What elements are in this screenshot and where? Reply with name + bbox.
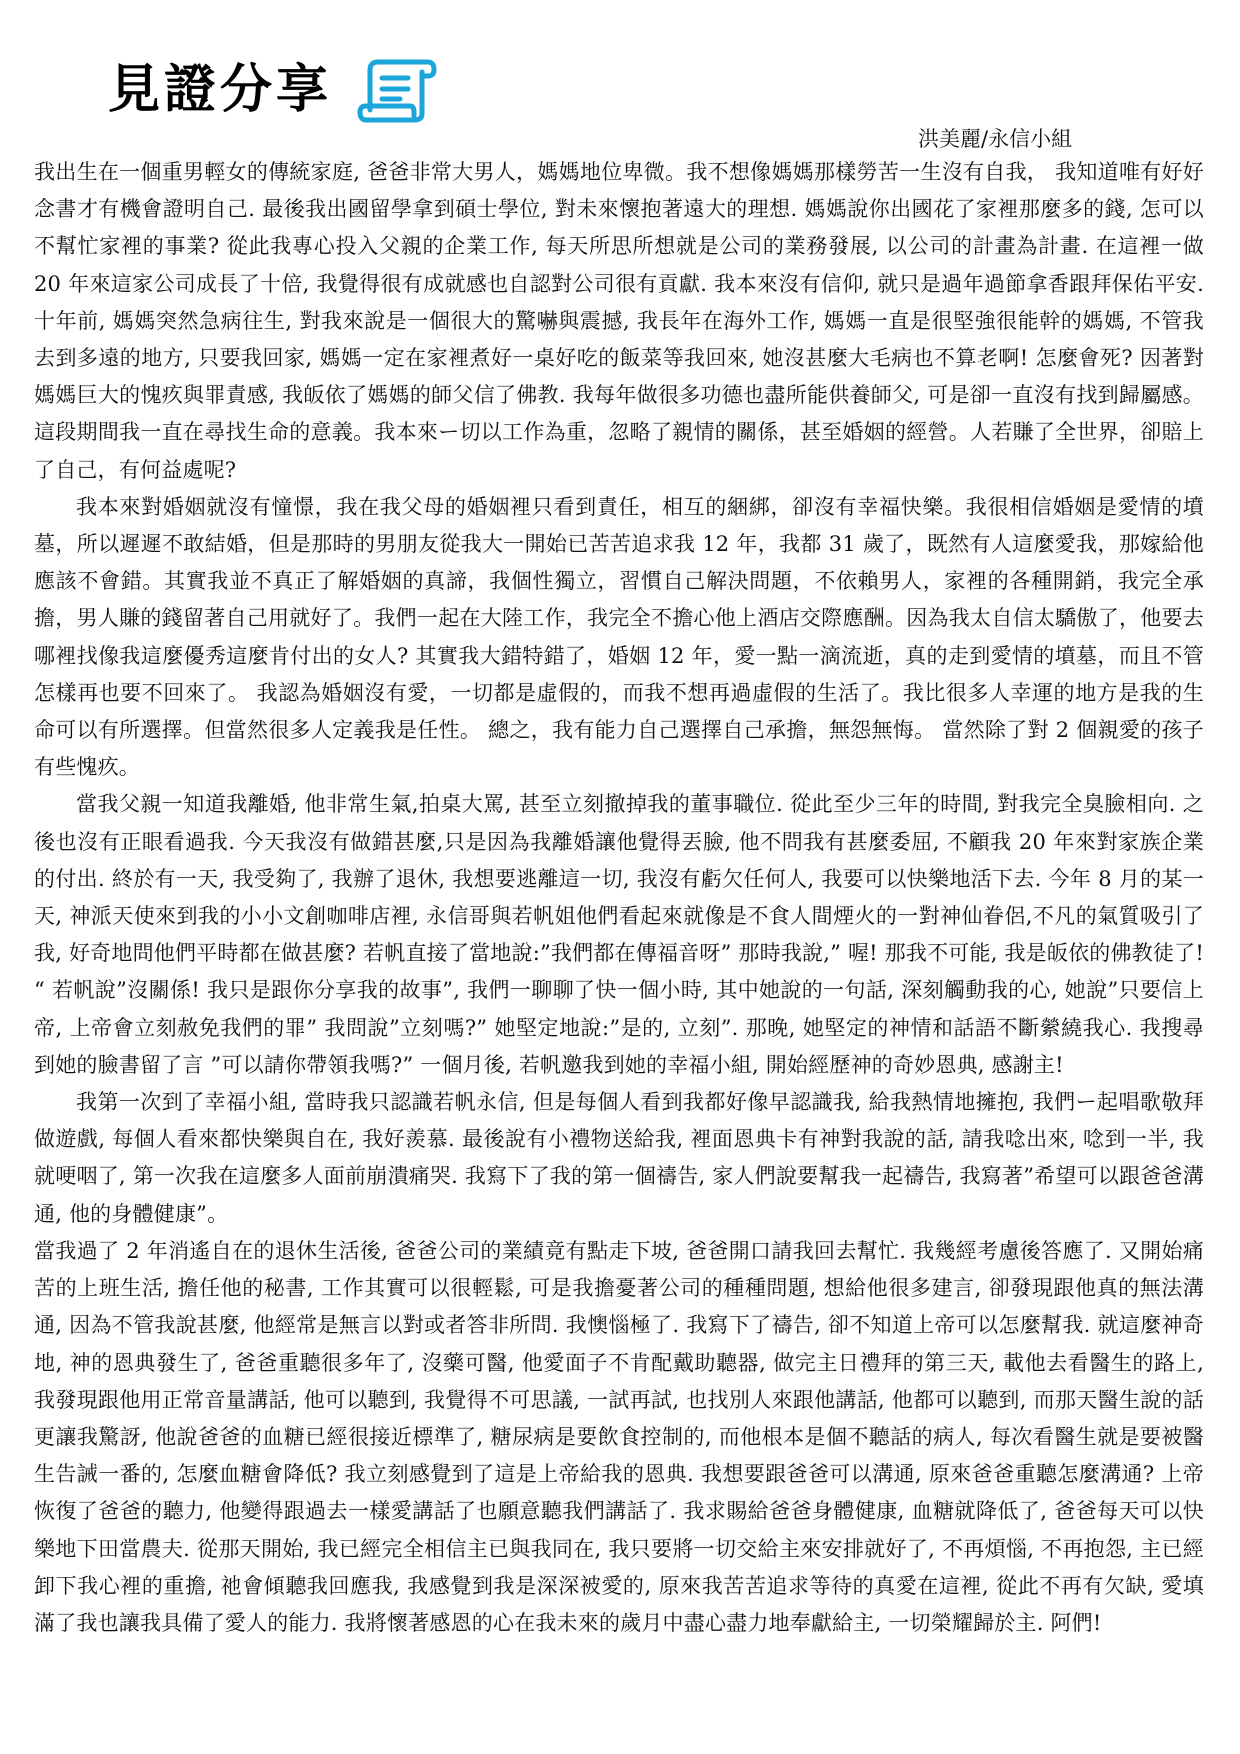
page-title: 見證分享 xyxy=(108,60,333,120)
paragraph: 我第一次到了幸福小組, 當時我只認識若帆永信, 但是每個人看到我都好像早認識我, 給我熱情地擁抱, 我們ー起唱歌敬拜做遊戲, 每個人看來都快樂與自在, 我好羨慕. 最後說有小禮物送給我, 裡面恩典卡有神對我說的話, 請我唸出來, 唸到一半, 我就哽咽了, 第一次我在這麼多人面前崩潰痛哭. 我寫下了我的第一個禱告, 家人們說要幫我一起禱告, 我寫著”希望可以跟爸爸溝通, 他的身體健康”。 xyxy=(34,1090,1204,1226)
scroll-icon xyxy=(356,56,438,124)
paragraph: 我本來對婚姻就沒有憧憬，我在我父母的婚姻裡只看到責任，相互的綑綁，卻沒有幸福快樂。我很相信婚姻是愛情的墳墓，所以遲遲不敢結婚，但是那時的男朋友從我大一開始已苦苦追求我 12 年，我都 31 歲了，既然有人這麼愛我，那嫁給他應該不會錯。其實我並不真正了解婚姻的真諦，我個性獨立，習慣自己解決問題，不依賴男人，家裡的各種開銷，我完全承擔，男人賺的錢留著自己用就好了。我們一起在大陸工作，我完全不擔心他上酒店交際應酬。因為我太自信太驕傲了，他要去哪裡找像我這麼優秀這麼肯付出的女人? 其實我大錯特錯了，婚姻 12 年，愛一點一滴流逝，真的走到愛情的墳墓，而且不管怎樣再也要不回來了。 我認為婚姻沒有愛，一切都是虛假的，而我不想再過虛假的生活了。我比很多人幸運的地方是我的生命可以有所選擇。但當然很多人定義我是任性。 總之，我有能力自己選擇自己承擔，無怨無悔。 當然除了對 2 個親愛的孩子有些愧疚。 xyxy=(34,494,1204,780)
author-line: 洪美麗/永信小組 xyxy=(918,127,1073,151)
paragraph: 我出生在一個重男輕女的傳統家庭, 爸爸非常大男人，媽媽地位卑微。我不想像媽媽那樣勞苦一生沒有自我， 我知道唯有好好念書才有機會證明自己. 最後我出國留學拿到碩士學位, 對未來懷抱著遠大的理想. 媽媽說你出國花了家裡那麼多的錢, 怎可以不幫忙家裡的事業? 從此我專心投入父親的企業工作, 每天所思所想就是公司的業務發展, 以公司的計畫為計畫. 在這裡一做 20 年來這家公司成長了十倍, 我覺得很有成就感也自認對公司很有貢獻. 我本來沒有信仰, 就只是過年過節拿香跟拜保佑平安. 十年前, 媽媽突然急病往生, 對我來說是一個很大的驚嚇與震撼, 我長年在海外工作, 媽媽一直是很堅強很能幹的媽媽, 不管我去到多遠的地方, 只要我回家, 媽媽一定在家裡煮好一桌好吃的飯菜等我回來, 她沒甚麼大毛病也不算老啊! 怎麼會死? 因著對媽媽巨大的愧疚與罪責感, 我皈依了媽媽的師父信了佛教. 我每年做很多功德也盡所能供養師父, 可是卻一直沒有找到歸屬感。這段期間我一直在尋找生命的意義。我本來ー切以工作為重，忽略了親情的關係，甚至婚姻的經營。人若賺了全世界，卻賠上了自己，有何益處呢? xyxy=(34,160,1204,482)
article-body xyxy=(34,154,1204,1642)
paragraph: 當我父親一知道我離婚, 他非常生氣,拍桌大罵, 甚至立刻撤掉我的董事職位. 從此至少三年的時間, 對我完全臭臉相向. 之後也沒有正眼看過我. 今天我沒有做錯甚麼,只是因為我離婚讓他覺得丟臉, 他不問我有甚麼委屈, 不顧我 20 年來對家族企業的付出. 終於有一天, 我受夠了, 我辦了退休, 我想要逃離這一切, 我沒有虧欠任何人, 我要可以快樂地活下去. 今年 8 月的某一天, 神派天使來到我的小小文創咖啡店裡, 永信哥與若帆姐他們看起來就像是不食人間煙火的一對神仙眷侶,不凡的氣質吸引了我, 好奇地問他們平時都在做甚麼? 若帆直接了當地說:”我們都在傳福音呀” 那時我說,” 喔! 那我不可能, 我是皈依的佛教徒了! “ 若帆說”沒關係! 我只是跟你分享我的故事”, 我們一聊聊了快一個小時, 其中她說的一句話, 深刻觸動我的心, 她說”只要信上帝, 上帝會立刻赦免我們的罪” 我問說”立刻嗎?” 她堅定地說:”是的, 立刻”. 那晚, 她堅定的神情和話語不斷縈繞我心. 我搜尋到她的臉書留了言 ”可以請你帶領我嗎?” 一個月後, 若帆邀我到她的幸福小組, 開始經歷神的奇妙恩典, 感謝主! xyxy=(34,792,1204,1077)
paragraph: 當我過了 2 年消遙自在的退休生活後, 爸爸公司的業績竟有點走下坡, 爸爸開口請我回去幫忙. 我幾經考慮後答應了. 又開始痛苦的上班生活, 擔任他的秘書, 工作其實可以很輕鬆, 可是我擔憂著公司的種種問題, 想給他很多建言, 卻發現跟他真的無法溝通, 因為不管我說甚麼, 他經常是無言以對或者答非所問. 我懊惱極了. 我寫下了禱告, 卻不知道上帝可以怎麼幫我. 就這麼神奇地, 神的恩典發生了, 爸爸重聽很多年了, 沒藥可醫, 他愛面子不肯配戴助聽器, 做完主日禮拜的第三天, 載他去看醫生的路上, 我發現跟他用正常音量講話, 他可以聽到, 我覺得不可思議, 一試再試, 也找別人來跟他講話, 他都可以聽到, 而那天醫生說的話更讓我驚訝, 他說爸爸的血糖已經很接近標準了, 糖尿病是要飲食控制的, 而他根本是個不聽話的病人, 每次看醫生就是要被醫生告誡一番的, 怎麼血糖會降低? 我立刻感覺到了這是上帝給我的恩典. 我想要跟爸爸可以溝通, 原來爸爸重聽怎麼溝通? 上帝恢復了爸爸的聽力, 他變得跟過去一樣愛講話了也願意聽我們講話了. 我求賜給爸爸身體健康, 血糖就降低了, 爸爸每天可以快樂地下田當農夫. 從那天開始, 我已經完全相信主已與我同在, 我只要將一切交給主來安排就好了, 不再煩惱, 不再抱怨, 主已經卸下我心裡的重擔, 祂會傾聽我回應我, 我感覺到我是深深被愛的, 原來我苦苦追求等待的真愛在這裡, 從此不再有欠缺, 愛填滿了我也讓我具備了愛人的能力. 我將懷著感恩的心在我未來的歲月中盡心盡力地奉獻給主, 一切榮耀歸於主. 阿們! xyxy=(34,1238,1204,1635)
